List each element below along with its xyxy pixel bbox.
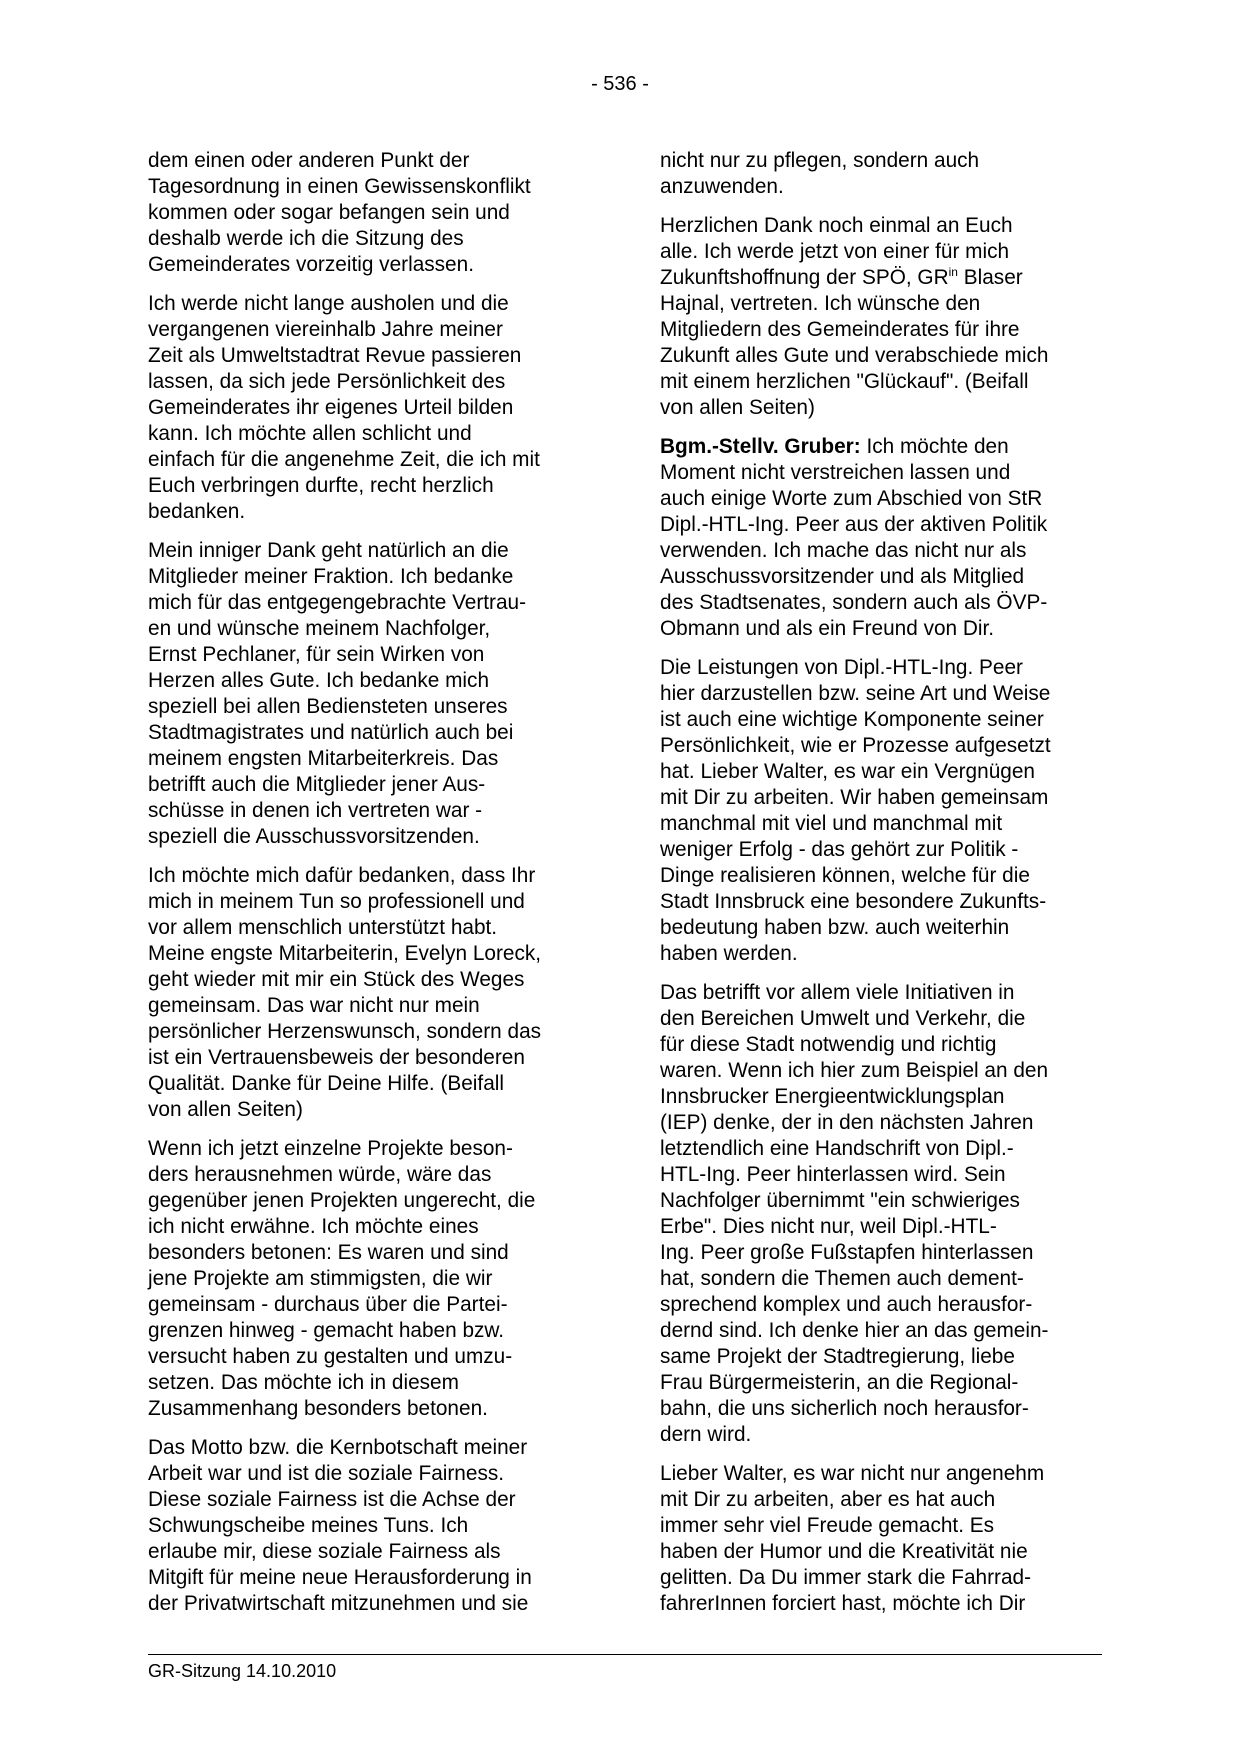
text-line: deshalb werde ich die Sitzung des [148, 227, 464, 250]
paragraph [148, 538, 590, 850]
text-line: erlaube mir, diese soziale Fairness als [148, 1540, 501, 1563]
paragraph [660, 213, 1102, 421]
text-line: Ich möchte mich dafür bedanken, dass Ihr [148, 864, 536, 887]
text-line: Ing. Peer große Fußstapfen hinterlassen [660, 1241, 1034, 1264]
text-line: meinem engsten Mitarbeiterkreis. Das [148, 747, 499, 770]
text-line: mit Dir zu arbeiten. Wir haben gemeinsam [660, 786, 1049, 809]
text-line: alle. Ich werde jetzt von einer für mich [660, 240, 1010, 263]
paragraph [660, 655, 1102, 967]
text-line: Herzen alles Gute. Ich bedanke mich [148, 669, 490, 692]
text-line: haben der Humor und die Kreativität nie [660, 1540, 1028, 1563]
right-column [660, 148, 1102, 1630]
text-line: Qualität. Danke für Deine Hilfe. (Beifall [148, 1072, 505, 1095]
text-line: gemeinsam. Das war nicht nur mein [148, 994, 480, 1017]
paragraph [148, 863, 590, 1123]
text-line: mit einem herzlichen "Glückauf". (Beifall [660, 370, 1029, 393]
text-line: hat, sondern die Themen auch dement- [660, 1267, 1024, 1290]
text-line: weniger Erfolg - das gehört zur Politik - [660, 838, 1019, 861]
text-line: Dinge realisieren können, welche für die [660, 864, 1030, 887]
text-line: hat. Lieber Walter, es war ein Vergnügen [660, 760, 1035, 783]
text-line: Stadt Innsbruck eine besondere Zukunfts- [660, 890, 1047, 913]
text-line [660, 434, 1102, 460]
text-line: speziell die Ausschussvorsitzenden. [148, 825, 480, 848]
text-fragment: Ich möchte den [860, 435, 1009, 458]
text-line: fahrerInnen forciert hast, möchte ich Dir [660, 1592, 1026, 1615]
text-line: den Bereichen Umwelt und Verkehr, die [660, 1007, 1026, 1030]
text-line: Zukunft alles Gute und verabschiede mich [660, 344, 1049, 367]
text-line: Meine engste Mitarbeiterin, Evelyn Loreck, [148, 942, 542, 965]
left-column [148, 148, 590, 1630]
text-line: von allen Seiten) [660, 396, 815, 419]
text-line: Diese soziale Fairness ist die Achse der [148, 1488, 516, 1511]
text-line: Persönlichkeit, wie er Prozesse aufgesetzt [660, 734, 1051, 757]
paragraph [660, 1461, 1102, 1617]
text-line: verwenden. Ich mache das nicht nur als [660, 539, 1027, 562]
text-line: manchmal mit viel und manchmal mit [660, 812, 1003, 835]
text-line: hier darzustellen bzw. seine Art und Weise [660, 682, 1051, 705]
text-line: kann. Ich möchte allen schlicht und [148, 422, 472, 445]
text-line: des Stadtsenates, sondern auch als ÖVP- [660, 591, 1048, 614]
footer-text: GR-Sitzung 14.10.2010 [148, 1661, 337, 1681]
text-line: ist auch eine wichtige Komponente seiner [660, 708, 1044, 731]
text-line: Ernst Pechlaner, für sein Wirken von [148, 643, 485, 666]
text-line: Mitgliedern des Gemeinderates für ihre [660, 318, 1020, 341]
text-line: auch einige Worte zum Abschied von StR [660, 487, 1043, 510]
paragraph [148, 1136, 590, 1422]
text-line: Obmann und als ein Freund von Dir. [660, 617, 995, 640]
text-line: speziell bei allen Bediensteten unseres [148, 695, 508, 718]
text-line: (IEP) denke, der in den nächsten Jahren [660, 1111, 1034, 1134]
text-line: Ich werde nicht lange ausholen und die [148, 292, 509, 315]
text-line: einfach für die angenehme Zeit, die ich mit [148, 448, 540, 471]
superscript: in [948, 265, 958, 279]
text-line: Nachfolger übernimmt "ein schwieriges [660, 1189, 1020, 1212]
text-fragment: Blaser [957, 266, 1023, 289]
text-line: persönlicher Herzenswunsch, sondern das [148, 1020, 542, 1043]
text-line: geht wieder mit mir ein Stück des Weges [148, 968, 525, 991]
text-line: en und wünsche meinem Nachfolger, [148, 617, 491, 640]
text-fragment: Zukunftshoffnung der SPÖ, GR [660, 266, 949, 289]
text-line: mich für das entgegengebrachte Vertrau- [148, 591, 527, 614]
text-line: bahn, die uns sicherlich noch herausfor- [660, 1397, 1029, 1420]
text-line: jene Projekte am stimmigsten, die wir [148, 1267, 493, 1290]
speaker-name: Bgm.-Stellv. Gruber: [660, 435, 861, 458]
text-line: gegenüber jenen Projekten ungerecht, die [148, 1189, 536, 1212]
text-line: nicht nur zu pflegen, sondern auch [660, 149, 980, 172]
text-line: vergangenen viereinhalb Jahre meiner [148, 318, 503, 341]
paragraph [148, 1435, 590, 1617]
text-line: Mein inniger Dank geht natürlich an die [148, 539, 509, 562]
text-line: Schwungscheibe meines Tuns. Ich [148, 1514, 469, 1537]
text-line: Gemeinderates ihr eigenes Urteil bilden [148, 396, 514, 419]
text-line: ist ein Vertrauensbeweis der besonderen [148, 1046, 525, 1069]
text-line: Stadtmagistrates und natürlich auch bei [148, 721, 514, 744]
text-line: waren. Wenn ich hier zum Beispiel an den [660, 1059, 1049, 1082]
text-line: letztendlich eine Handschrift von Dipl.- [660, 1137, 1014, 1160]
text-line: versucht haben zu gestalten und umzu- [148, 1345, 513, 1368]
text-line: Die Leistungen von Dipl.-HTL-Ing. Peer [660, 656, 1023, 679]
text-line: kommen oder sogar befangen sein und [148, 201, 510, 224]
text-line: same Projekt der Stadtregierung, liebe [660, 1345, 1015, 1368]
text-line: bedanken. [148, 500, 246, 523]
text-line: lassen, da sich jede Persönlichkeit des [148, 370, 506, 393]
text-line: von allen Seiten) [148, 1098, 303, 1121]
text-line: HTL-Ing. Peer hinterlassen wird. Sein [660, 1163, 1006, 1186]
paragraph [148, 291, 590, 525]
text-line: Lieber Walter, es war nicht nur angenehm [660, 1462, 1045, 1485]
text-line: Wenn ich jetzt einzelne Projekte beson- [148, 1137, 513, 1160]
text-line: Euch verbringen durfte, recht herzlich [148, 474, 494, 497]
text-line: Arbeit war und ist die soziale Fairness. [148, 1462, 505, 1485]
text-line: der Privatwirtschaft mitzunehmen und sie [148, 1592, 529, 1615]
text-line: Das betrifft vor allem viele Initiativen in [660, 981, 1015, 1004]
text-line: gemeinsam - durchaus über die Partei- [148, 1293, 508, 1316]
text-line: dem einen oder anderen Punkt der [148, 149, 470, 172]
text-line: ich nicht erwähne. Ich möchte eines [148, 1215, 479, 1238]
text-line: dernd sind. Ich denke hier an das gemein- [660, 1319, 1049, 1342]
text-line: Erbe". Dies nicht nur, weil Dipl.-HTL- [660, 1215, 997, 1238]
text-line: mich in meinem Tun so professionell und [148, 890, 525, 913]
text-line: grenzen hinweg - gemacht haben bzw. [148, 1319, 505, 1342]
text-line: immer sehr viel Freude gemacht. Es [660, 1514, 995, 1537]
paragraph [148, 148, 590, 278]
text-line: Herzlichen Dank noch einmal an Euch [660, 214, 1013, 237]
text-line: Dipl.-HTL-Ing. Peer aus der aktiven Politik [660, 513, 1048, 536]
text-line: setzen. Das möchte ich in diesem [148, 1371, 459, 1394]
text-line: Mitgift für meine neue Herausforderung in [148, 1566, 532, 1589]
text-line: Zeit als Umweltstadtrat Revue passieren [148, 344, 522, 367]
text-line: vor allem menschlich unterstützt habt. [148, 916, 498, 939]
text-line: sprechend komplex und auch herausfor- [660, 1293, 1033, 1316]
text-line: ders herausnehmen würde, wäre das [148, 1163, 492, 1186]
text-line: haben werden. [660, 942, 798, 965]
text-line: Gemeinderates vorzeitig verlassen. [148, 253, 474, 276]
text-line: anzuwenden. [660, 175, 784, 198]
footer-divider [148, 1654, 1102, 1655]
text-line [660, 265, 1102, 291]
text-line: Das Motto bzw. die Kernbotschaft meiner [148, 1436, 528, 1459]
text-line: Tagesordnung in einen Gewissenskonflikt [148, 175, 531, 198]
paragraph [660, 148, 1102, 200]
text-line: Hajnal, vertreten. Ich wünsche den [660, 292, 981, 315]
text-line: Innsbrucker Energieentwicklungsplan [660, 1085, 1005, 1108]
text-line: Ausschussvorsitzender und als Mitglied [660, 565, 1025, 588]
text-line: Moment nicht verstreichen lassen und [660, 461, 1011, 484]
text-line: Frau Bürgermeisterin, an die Regional- [660, 1371, 1019, 1394]
text-line: mit Dir zu arbeiten, aber es hat auch [660, 1488, 996, 1511]
text-line: bedeutung haben bzw. auch weiterhin [660, 916, 1010, 939]
text-line: gelitten. Da Du immer stark die Fahrrad- [660, 1566, 1032, 1589]
paragraph [660, 980, 1102, 1448]
text-line: Mitglieder meiner Fraktion. Ich bedanke [148, 565, 514, 588]
text-line: Zusammenhang besonders betonen. [148, 1397, 488, 1420]
text-line: dern wird. [660, 1423, 752, 1446]
text-line: schüsse in denen ich vertreten war - [148, 799, 483, 822]
text-line: für diese Stadt notwendig und richtig [660, 1033, 997, 1056]
text-line: betrifft auch die Mitglieder jener Aus- [148, 773, 486, 796]
page-number: - 536 - [591, 73, 649, 95]
paragraph [660, 434, 1102, 642]
text-line: besonders betonen: Es waren und sind [148, 1241, 509, 1264]
